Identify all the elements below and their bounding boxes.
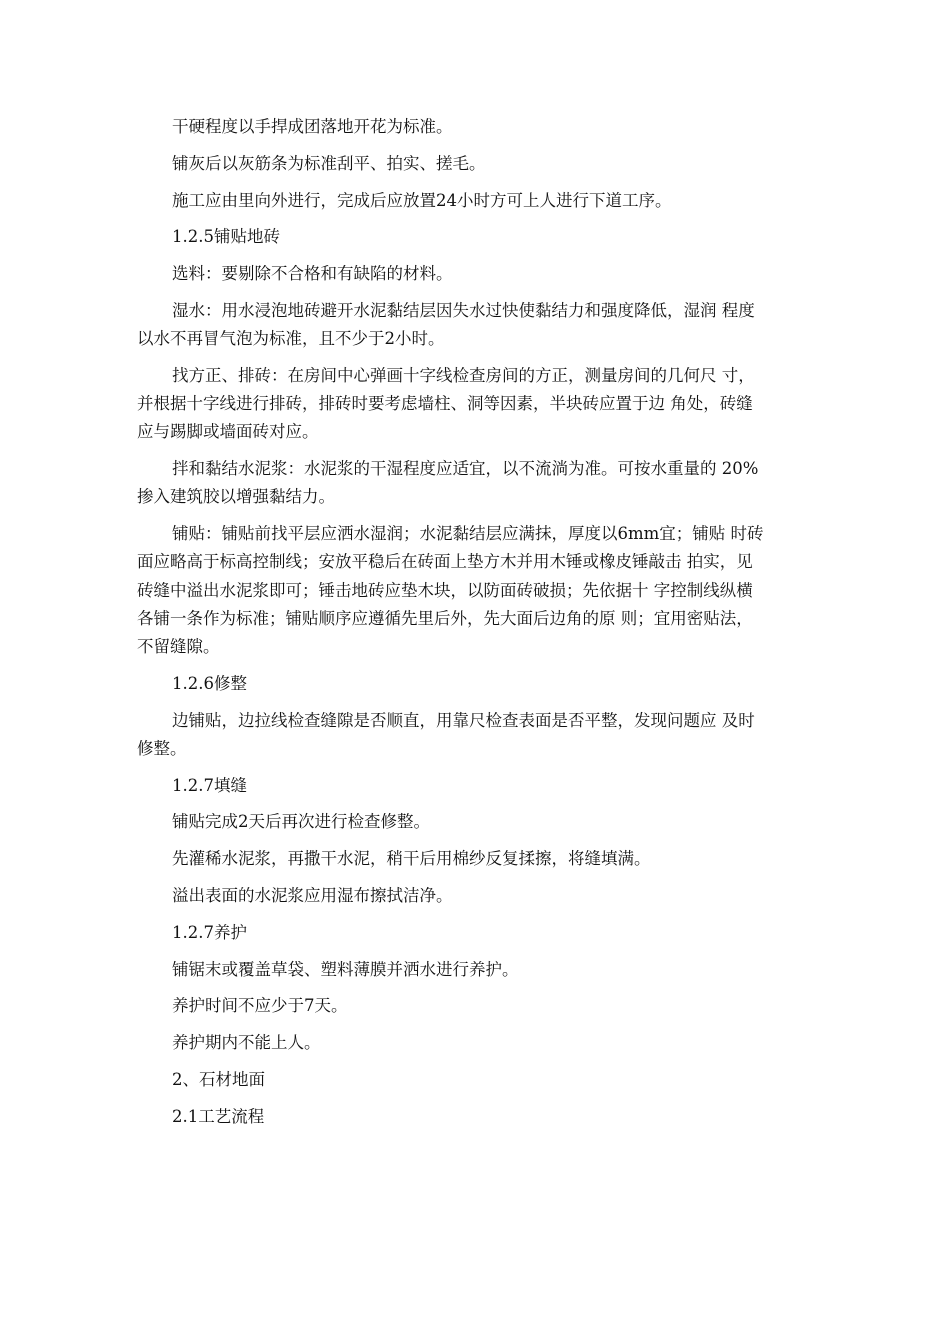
paragraph-line: 砖缝中溢出水泥浆即可；锤击地砖应垫木块，以防面砖破损；先依据十 字控制线纵横 <box>137 580 753 600</box>
paragraph-line: 1.2.5铺贴地砖 <box>172 227 280 247</box>
paragraph-line: 面应略高于标高控制线；安放平稳后在砖面上垫方木并用木锤或橡皮锤敲击 拍实，见 <box>137 552 753 572</box>
paragraph-line: 湿水：用水浸泡地砖避开水泥黏结层因失水过快使黏结力和强度降低，湿润 程度 <box>172 300 755 320</box>
paragraph-line: 干硬程度以手捍成团落地开花为标准。 <box>172 117 453 136</box>
paragraph-line: 1.2.7养护 <box>172 922 247 942</box>
paragraph-line: 拌和黏结水泥浆：水泥浆的干湿程度应适宜，以不流淌为准。可按水重量的 20% <box>172 459 759 479</box>
paragraph-line: 掺入建筑胶以增强黏结力。 <box>137 487 335 507</box>
paragraph-line: 铺贴完成2天后再次进行检查修整。 <box>172 812 430 832</box>
paragraph <box>137 956 825 984</box>
paragraph <box>137 297 825 353</box>
paragraph <box>137 187 825 215</box>
paragraph <box>137 992 825 1020</box>
paragraph-line: 以水不再冒气泡为标准，且不少于2小时。 <box>137 329 445 349</box>
paragraph <box>137 707 825 763</box>
paragraph-line: 铺贴：铺贴前找平层应洒水湿润；水泥黏结层应满抹，厚度以6mm宜；铺贴 时砖 <box>172 524 764 544</box>
paragraph-line: 溢出表面的水泥浆应用湿布擦拭洁净。 <box>172 885 453 905</box>
paragraph <box>137 362 825 447</box>
paragraph-line: 应与踢脚或墙面砖对应。 <box>137 422 319 442</box>
paragraph-line: 施工应由里向外进行，完成后应放置24小时方可上人进行下道工序。 <box>172 190 672 210</box>
document-body <box>137 113 825 1140</box>
paragraph <box>137 772 825 800</box>
paragraph-line: 1.2.7填缝 <box>172 775 247 795</box>
paragraph-line: 养护时间不应少于7天。 <box>172 996 348 1016</box>
paragraph-line: 不留缝隙。 <box>137 637 220 656</box>
paragraph-line: 1.2.6修整 <box>172 673 247 693</box>
paragraph-line: 各铺一条作为标准；铺贴顺序应遵循先里后外，先大面后边角的原 则；宜用密贴法， <box>137 608 753 628</box>
paragraph-line: 养护期内不能上人。 <box>172 1033 321 1053</box>
paragraph-line: 找方正、排砖：在房间中心弹画十字线检查房间的方正，测量房间的几何尺 寸， <box>172 365 755 385</box>
paragraph <box>137 150 825 178</box>
paragraph-line: 并根据十字线进行排砖，排砖时要考虑墙柱、洞等因素，半块砖应置于边 角处，砖缝 <box>137 394 753 414</box>
paragraph <box>137 1103 825 1131</box>
paragraph-line: 2、石材地面 <box>172 1069 265 1089</box>
paragraph-line: 先灌稀水泥浆，再撒干水泥，稍干后用棉纱反复揉擦，将缝填满。 <box>172 849 651 869</box>
paragraph <box>137 455 825 511</box>
paragraph <box>137 882 825 910</box>
paragraph <box>137 113 825 141</box>
paragraph-line: 铺锯末或覆盖草袋、塑料薄膜并洒水进行养护。 <box>172 959 519 979</box>
paragraph-line: 边铺贴，边拉线检查缝隙是否顺直，用靠尺检查表面是否平整，发现问题应 及时 <box>172 710 755 730</box>
paragraph-line: 选料：要剔除不合格和有缺陷的材料。 <box>172 264 453 284</box>
paragraph-line: 2.1工艺流程 <box>172 1106 265 1126</box>
paragraph <box>137 808 825 836</box>
paragraph <box>137 520 825 661</box>
paragraph <box>137 1066 825 1094</box>
paragraph <box>137 845 825 873</box>
paragraph-line: 铺灰后以灰筋条为标准刮平、拍实、搓毛。 <box>172 153 486 173</box>
paragraph <box>137 670 825 698</box>
paragraph <box>137 919 825 947</box>
paragraph <box>137 1029 825 1057</box>
paragraph-line: 修整。 <box>137 738 187 758</box>
paragraph <box>137 260 825 288</box>
paragraph <box>137 223 825 251</box>
